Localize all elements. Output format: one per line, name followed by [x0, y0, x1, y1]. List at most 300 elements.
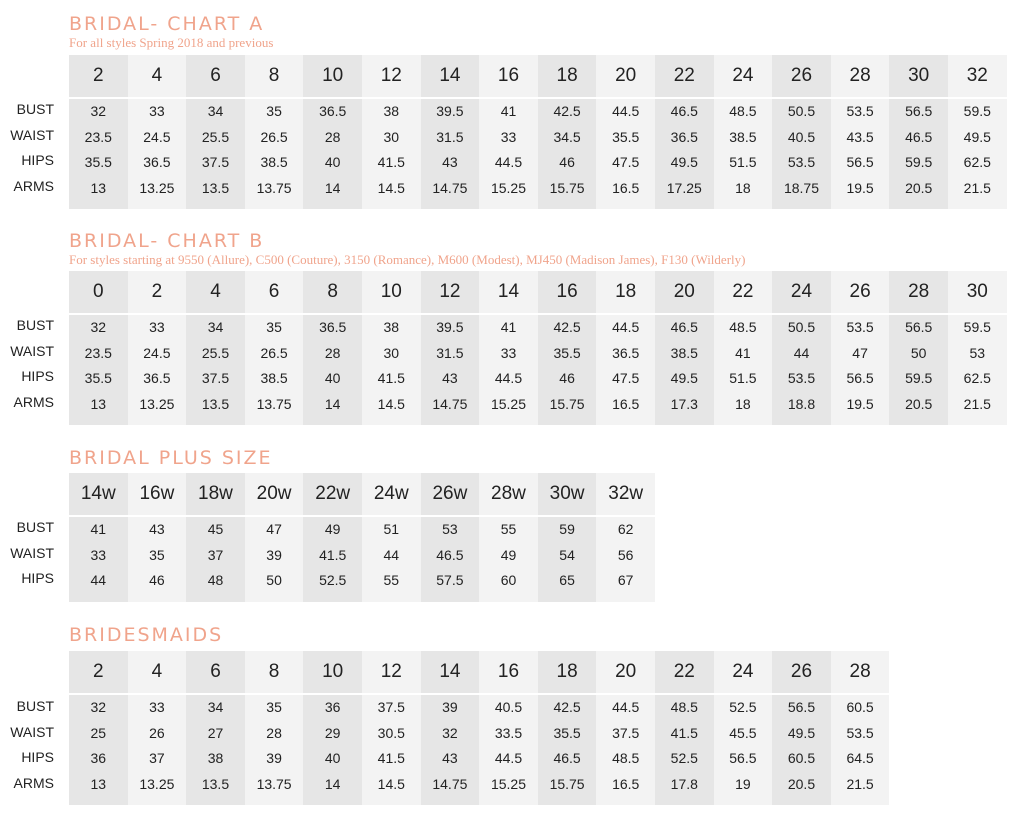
- measurement-cell: 49.5: [670, 370, 698, 386]
- size-table: [69, 473, 655, 602]
- measurement-cell: 14: [324, 775, 341, 792]
- measurement-cell: 33: [149, 319, 165, 335]
- size-column: [421, 651, 480, 805]
- measurement-cell: 55: [500, 521, 517, 537]
- measurement-cell: 49.5: [963, 128, 991, 145]
- section-title: BRIDAL- CHART B: [69, 230, 265, 252]
- measurement-cell: 46.5: [670, 319, 698, 335]
- measurement-cell: 36.5: [670, 128, 698, 145]
- size-column: [714, 271, 773, 425]
- size-header: 22: [655, 651, 714, 695]
- row-label: BUST: [16, 519, 54, 535]
- size-column: [362, 651, 421, 805]
- measurement-cell: 41.5: [319, 546, 347, 563]
- size-column: [421, 271, 480, 425]
- measurement-cell: 41: [90, 521, 107, 537]
- measurement-cell: 36: [324, 699, 341, 715]
- measurement-cell: 57.5: [436, 572, 464, 588]
- measurement-cell: 34.5: [553, 128, 581, 145]
- size-header: 2: [128, 271, 187, 315]
- measurement-cell: 34: [207, 319, 224, 335]
- size-header: 18w: [186, 473, 245, 517]
- size-header: 12: [421, 271, 480, 315]
- measurement-cell: 38.5: [729, 128, 757, 145]
- measurement-cell: 46: [559, 370, 575, 386]
- size-header: 14: [479, 271, 538, 315]
- measurement-cell: 23.5: [84, 344, 112, 361]
- size-column: [596, 271, 655, 425]
- size-header: 0: [69, 271, 128, 315]
- size-column: [596, 473, 655, 602]
- row-label: HIPS: [21, 749, 54, 765]
- measurement-cell: 35.5: [84, 154, 112, 170]
- measurement-cell: 13.5: [201, 775, 230, 792]
- measurement-cell: 53: [969, 344, 986, 361]
- measurement-cell: 33: [149, 699, 165, 715]
- size-column: [655, 651, 714, 805]
- size-column: [245, 55, 304, 209]
- measurement-cell: 59: [559, 521, 575, 537]
- size-header: 6: [245, 271, 304, 315]
- size-header: 20: [596, 55, 655, 99]
- row-label: HIPS: [21, 368, 54, 384]
- measurement-cell: 40: [324, 750, 341, 766]
- measurement-cell: 46.5: [905, 128, 933, 145]
- measurement-cell: 51.5: [729, 154, 757, 170]
- size-header: 10: [362, 271, 421, 315]
- measurement-cell: 49.5: [787, 724, 816, 741]
- measurement-cell: 51.5: [729, 370, 757, 386]
- size-column: [128, 473, 187, 602]
- measurement-cell: 45: [207, 521, 224, 537]
- measurement-cell: 49: [324, 521, 341, 537]
- measurement-cell: 41.5: [377, 154, 405, 170]
- measurement-cell: 44.5: [494, 750, 523, 766]
- measurement-cell: 19.5: [846, 395, 874, 412]
- size-header: 8: [303, 271, 362, 315]
- section-title: BRIDESMAIDS: [69, 624, 224, 646]
- measurement-cell: 41.5: [377, 750, 405, 766]
- measurement-cell: 43.5: [846, 128, 874, 145]
- measurement-cell: 25.5: [201, 128, 230, 145]
- measurement-cell: 46.5: [436, 546, 464, 563]
- measurement-cell: 14.5: [377, 179, 405, 196]
- measurement-cell: 43: [442, 370, 458, 386]
- size-header: 26: [831, 271, 890, 315]
- size-column: [538, 55, 597, 209]
- size-column: [186, 651, 245, 805]
- measurement-cell: 15.25: [490, 179, 526, 196]
- measurement-cell: 37.5: [201, 154, 230, 170]
- measurement-cell: 53.5: [787, 370, 816, 386]
- size-column: [69, 473, 128, 602]
- measurement-cell: 60.5: [787, 750, 816, 766]
- size-header: 24: [714, 651, 773, 695]
- row-label: ARMS: [13, 393, 54, 410]
- size-header: 6: [186, 651, 245, 695]
- measurement-cell: 52.5: [670, 750, 698, 766]
- size-column: [538, 271, 597, 425]
- size-header: 12: [362, 651, 421, 695]
- measurement-cell: 13.75: [256, 395, 292, 412]
- measurement-cell: 13: [90, 395, 107, 412]
- measurement-cell: 43: [149, 521, 165, 537]
- measurement-cell: 17.3: [670, 395, 698, 412]
- measurement-cell: 38.5: [260, 154, 288, 170]
- measurement-cell: 56.5: [846, 370, 874, 386]
- measurement-cell: 14: [324, 395, 341, 412]
- measurement-cell: 24.5: [143, 128, 171, 145]
- section-subtitle: For styles starting at 9550 (Allure), C500 (Couture), 3150 (Romance), M600 (Modest), MJ450 (Madison James), F130 (Wilderly): [69, 252, 746, 267]
- measurement-cell: 14.75: [432, 395, 468, 412]
- measurement-cell: 39: [442, 699, 458, 715]
- size-column: [714, 55, 773, 209]
- measurement-cell: 33: [500, 128, 517, 145]
- measurement-cell: 13.75: [256, 179, 292, 196]
- measurement-cell: 44: [383, 546, 400, 563]
- measurement-cell: 14.5: [377, 395, 405, 412]
- size-column: [831, 55, 890, 209]
- measurement-cell: 38: [207, 750, 224, 766]
- measurement-cell: 18: [735, 395, 751, 412]
- measurement-cell: 60: [500, 572, 517, 588]
- measurement-cell: 13.5: [201, 395, 230, 412]
- measurement-cell: 14.75: [432, 179, 468, 196]
- measurement-cell: 39.5: [436, 103, 464, 119]
- measurement-cell: 35.5: [84, 370, 112, 386]
- size-column: [479, 473, 538, 602]
- size-column: [889, 271, 948, 425]
- measurement-cell: 44.5: [494, 370, 523, 386]
- size-column: [538, 651, 597, 805]
- size-column: [362, 473, 421, 602]
- measurement-cell: 13.25: [139, 179, 175, 196]
- row-label: HIPS: [21, 570, 54, 586]
- size-column: [421, 473, 480, 602]
- size-header: 22: [655, 55, 714, 99]
- measurement-cell: 20.5: [787, 775, 816, 792]
- size-header: 30: [948, 271, 1007, 315]
- size-header: 2: [69, 651, 128, 695]
- size-column: [128, 271, 187, 425]
- size-header: 18: [538, 55, 597, 99]
- row-label: BUST: [16, 317, 54, 333]
- size-column: [362, 271, 421, 425]
- measurement-cell: 18.8: [787, 395, 816, 412]
- row-label: HIPS: [21, 152, 54, 168]
- size-column: [596, 55, 655, 209]
- row-label: WAIST: [10, 723, 54, 740]
- size-header: 24w: [362, 473, 421, 517]
- measurement-cell: 13.25: [139, 775, 175, 792]
- size-column: [186, 473, 245, 602]
- size-column: [303, 55, 362, 209]
- measurement-cell: 13.5: [201, 179, 230, 196]
- measurement-cell: 36.5: [143, 154, 171, 170]
- measurement-cell: 26.5: [260, 128, 288, 145]
- measurement-cell: 41: [500, 103, 517, 119]
- measurement-cell: 33: [149, 103, 165, 119]
- size-header: 16: [479, 651, 538, 695]
- size-column: [772, 651, 831, 805]
- measurement-cell: 64.5: [846, 750, 874, 766]
- measurement-cell: 16.5: [612, 775, 640, 792]
- measurement-cell: 15.75: [549, 775, 585, 792]
- row-labels: [0, 515, 68, 592]
- size-column: [596, 651, 655, 805]
- size-header: 8: [245, 55, 304, 99]
- measurement-cell: 16.5: [612, 179, 640, 196]
- measurement-cell: 15.75: [549, 395, 585, 412]
- measurement-cell: 50: [266, 572, 282, 588]
- measurement-cell: 32: [90, 103, 107, 119]
- size-column: [714, 651, 773, 805]
- measurement-cell: 56.5: [787, 699, 816, 715]
- measurement-cell: 26.5: [260, 344, 288, 361]
- measurement-cell: 37: [207, 546, 224, 563]
- measurement-cell: 53.5: [846, 103, 874, 119]
- section-subtitle: For all styles Spring 2018 and previous: [69, 35, 274, 50]
- size-header: 14: [421, 55, 480, 99]
- measurement-cell: 23.5: [84, 128, 112, 145]
- measurement-cell: 27: [207, 724, 224, 741]
- measurement-cell: 19: [735, 775, 751, 792]
- measurement-cell: 44.5: [612, 699, 640, 715]
- measurement-cell: 62.5: [963, 154, 991, 170]
- size-column: [948, 271, 1007, 425]
- measurement-cell: 21.5: [963, 179, 991, 196]
- measurement-cell: 44.5: [494, 154, 523, 170]
- measurement-cell: 52.5: [319, 572, 347, 588]
- measurement-cell: 15.75: [549, 179, 585, 196]
- size-column: [655, 271, 714, 425]
- measurement-cell: 35.5: [553, 724, 581, 741]
- measurement-cell: 46: [559, 154, 575, 170]
- measurement-cell: 44: [793, 344, 810, 361]
- size-column: [245, 651, 304, 805]
- measurement-cell: 24.5: [143, 344, 171, 361]
- size-header: 4: [128, 651, 187, 695]
- measurement-cell: 26: [149, 724, 165, 741]
- size-header: 6: [186, 55, 245, 99]
- measurement-cell: 41: [735, 344, 751, 361]
- size-column: [128, 651, 187, 805]
- size-column: [303, 473, 362, 602]
- measurement-cell: 35: [266, 103, 282, 119]
- measurement-cell: 48.5: [729, 319, 757, 335]
- measurement-cell: 53: [442, 521, 458, 537]
- measurement-cell: 53.5: [846, 319, 874, 335]
- measurement-cell: 45.5: [729, 724, 757, 741]
- size-header: 28w: [479, 473, 538, 517]
- measurement-cell: 20.5: [905, 395, 933, 412]
- size-table: [69, 651, 889, 805]
- size-column: [948, 55, 1007, 209]
- measurement-cell: 28: [324, 128, 341, 145]
- size-header: 14w: [69, 473, 128, 517]
- measurement-cell: 47.5: [612, 154, 640, 170]
- measurement-cell: 33.5: [494, 724, 523, 741]
- measurement-cell: 48.5: [729, 103, 757, 119]
- size-column: [421, 55, 480, 209]
- measurement-cell: 36.5: [143, 370, 171, 386]
- measurement-cell: 41.5: [670, 724, 698, 741]
- measurement-cell: 53.5: [846, 724, 874, 741]
- size-header: 26: [772, 55, 831, 99]
- size-column: [362, 55, 421, 209]
- measurement-cell: 31.5: [436, 344, 464, 361]
- measurement-cell: 32: [90, 699, 107, 715]
- measurement-cell: 56.5: [729, 750, 757, 766]
- measurement-cell: 48.5: [670, 699, 698, 715]
- row-label: WAIST: [10, 342, 54, 359]
- measurement-cell: 33: [500, 344, 517, 361]
- size-header: 12: [362, 55, 421, 99]
- size-column: [245, 473, 304, 602]
- size-header: 30w: [538, 473, 597, 517]
- measurement-cell: 59.5: [963, 103, 991, 119]
- measurement-cell: 13: [90, 179, 107, 196]
- measurement-cell: 13.75: [256, 775, 292, 792]
- measurement-cell: 31.5: [436, 128, 464, 145]
- measurement-cell: 56: [617, 546, 634, 563]
- size-header: 16w: [128, 473, 187, 517]
- size-header: 22w: [303, 473, 362, 517]
- size-header: 10: [303, 55, 362, 99]
- measurement-cell: 15.25: [490, 395, 526, 412]
- size-table: [69, 271, 1007, 425]
- size-column: [303, 651, 362, 805]
- measurement-cell: 35: [149, 546, 165, 563]
- measurement-cell: 15.25: [490, 775, 526, 792]
- size-column: [479, 55, 538, 209]
- size-header: 20: [596, 651, 655, 695]
- measurement-cell: 37.5: [612, 724, 640, 741]
- row-label: WAIST: [10, 544, 54, 561]
- size-header: 24: [714, 55, 773, 99]
- measurement-cell: 38: [383, 103, 400, 119]
- measurement-cell: 62: [617, 521, 634, 537]
- measurement-cell: 50: [910, 344, 927, 361]
- measurement-cell: 37.5: [201, 370, 230, 386]
- row-label: WAIST: [10, 126, 54, 143]
- measurement-cell: 30.5: [377, 724, 405, 741]
- measurement-cell: 59.5: [963, 319, 991, 335]
- measurement-cell: 30: [383, 128, 400, 145]
- measurement-cell: 20.5: [905, 179, 933, 196]
- row-labels: [0, 694, 68, 796]
- size-header: 4: [128, 55, 187, 99]
- size-header: 22: [714, 271, 773, 315]
- size-column: [186, 271, 245, 425]
- row-label: BUST: [16, 101, 54, 117]
- measurement-cell: 21.5: [963, 395, 991, 412]
- measurement-cell: 17.25: [666, 179, 702, 196]
- size-header: 20: [655, 271, 714, 315]
- measurement-cell: 46.5: [553, 750, 581, 766]
- measurement-cell: 18: [735, 179, 751, 196]
- size-header: 32: [948, 55, 1007, 99]
- measurement-cell: 35: [266, 319, 282, 335]
- row-labels: [0, 97, 68, 199]
- measurement-cell: 38: [383, 319, 400, 335]
- measurement-cell: 47.5: [612, 370, 640, 386]
- measurement-cell: 40.5: [787, 128, 816, 145]
- size-column: [69, 651, 128, 805]
- measurement-cell: 13.25: [139, 395, 175, 412]
- measurement-cell: 18.75: [783, 179, 819, 196]
- measurement-cell: 35: [266, 699, 282, 715]
- size-header: 28: [889, 271, 948, 315]
- measurement-cell: 25.5: [201, 344, 230, 361]
- measurement-cell: 42.5: [553, 699, 581, 715]
- measurement-cell: 38.5: [260, 370, 288, 386]
- size-column: [538, 473, 597, 602]
- measurement-cell: 42.5: [553, 319, 581, 335]
- row-label: BUST: [16, 698, 54, 714]
- size-column: [69, 271, 128, 425]
- measurement-cell: 46: [149, 572, 165, 588]
- size-header: 16: [479, 55, 538, 99]
- size-header: 24: [772, 271, 831, 315]
- measurement-cell: 14.75: [432, 775, 468, 792]
- row-label: ARMS: [13, 774, 54, 791]
- size-header: 30: [889, 55, 948, 99]
- measurement-cell: 33: [90, 546, 107, 563]
- measurement-cell: 40.5: [494, 699, 523, 715]
- measurement-cell: 36.5: [319, 103, 347, 119]
- measurement-cell: 60.5: [846, 699, 874, 715]
- measurement-cell: 54: [559, 546, 575, 563]
- measurement-cell: 19.5: [846, 179, 874, 196]
- measurement-cell: 34: [207, 699, 224, 715]
- row-label: ARMS: [13, 177, 54, 194]
- measurement-cell: 44.5: [612, 103, 640, 119]
- size-column: [772, 55, 831, 209]
- measurement-cell: 59.5: [905, 154, 933, 170]
- size-header: 14: [421, 651, 480, 695]
- measurement-cell: 47: [266, 521, 282, 537]
- size-header: 4: [186, 271, 245, 315]
- size-table: [69, 55, 1007, 209]
- measurement-cell: 46.5: [670, 103, 698, 119]
- measurement-cell: 59.5: [905, 370, 933, 386]
- measurement-cell: 55: [383, 572, 400, 588]
- measurement-cell: 13: [90, 775, 107, 792]
- size-column: [245, 271, 304, 425]
- measurement-cell: 49: [500, 546, 517, 563]
- measurement-cell: 28: [324, 344, 341, 361]
- size-header: 26w: [421, 473, 480, 517]
- measurement-cell: 52.5: [729, 699, 757, 715]
- size-header: 20w: [245, 473, 304, 517]
- measurement-cell: 43: [442, 154, 458, 170]
- size-column: [479, 651, 538, 805]
- measurement-cell: 37: [149, 750, 165, 766]
- measurement-cell: 53.5: [787, 154, 816, 170]
- size-column: [303, 271, 362, 425]
- measurement-cell: 41.5: [377, 370, 405, 386]
- measurement-cell: 48: [207, 572, 224, 588]
- measurement-cell: 51: [383, 521, 400, 537]
- measurement-cell: 42.5: [553, 103, 581, 119]
- measurement-cell: 50.5: [787, 103, 816, 119]
- size-header: 26: [772, 651, 831, 695]
- size-column: [831, 651, 890, 805]
- measurement-cell: 43: [442, 750, 458, 766]
- measurement-cell: 56.5: [905, 319, 933, 335]
- section-title: BRIDAL- CHART A: [69, 13, 265, 35]
